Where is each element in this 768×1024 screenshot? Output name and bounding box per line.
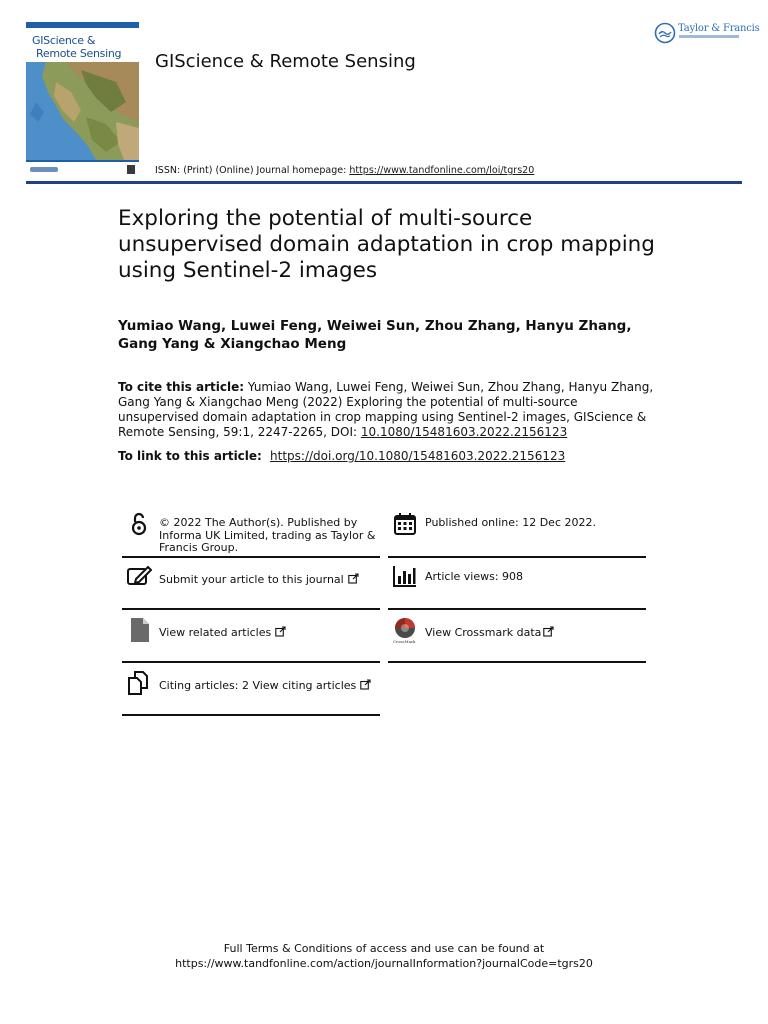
issn-text: ISSN: (Print) (Online) Journal homepage: — [155, 165, 350, 176]
external-link-icon — [275, 626, 286, 637]
cover-satellite-map — [26, 62, 139, 160]
grid-divider — [388, 556, 646, 558]
terms-line1: Full Terms & Conditions of access and use can be found at — [223, 942, 545, 955]
citing-articles-label: Citing articles: 2 View citing articles — [159, 679, 357, 692]
article-doi-url-link[interactable]: https://doi.org/10.1080/15481603.2022.2156123 — [270, 449, 566, 463]
taylor-francis-logo[interactable] — [654, 22, 760, 48]
article-views-cell — [388, 564, 646, 610]
related-articles-label: View related articles — [159, 626, 272, 639]
external-link-icon — [348, 573, 359, 584]
publisher-logo-subline — [679, 35, 739, 38]
header-divider — [26, 181, 742, 184]
cite-text: Yumiao Wang, Luwei Feng, Weiwei Sun, Zhou Zhang, Hanyu Zhang, Gang Yang & Xiangchao Meng (2022) Exploring the potential of multi-source unsupervised domain adaptation in crop mapping using Sentinel-2 images, GIScience & Remote Sensing, 59:1, 2247-2265, DOI: — [118, 380, 654, 439]
grid-divider — [122, 661, 380, 663]
citing-articles-link[interactable] — [159, 679, 381, 693]
journal-name: GIScience & Remote Sensing — [155, 51, 416, 72]
published-text: Published online: 12 Dec 2022. — [425, 516, 596, 529]
terms-url[interactable]: https://www.tandfonline.com/action/journalInformation?journalCode=tgrs20 — [175, 956, 593, 970]
article-title: Exploring the potential of multi-source unsupervised domain adaptation in crop mapping using Sentinel-2 images — [118, 206, 655, 283]
article-link-line — [118, 449, 658, 464]
citation-doi-link[interactable]: 10.1080/15481603.2022.2156123 — [360, 425, 568, 439]
submit-article-cell[interactable] — [122, 564, 380, 610]
cover-title-line1: GIScience & — [32, 34, 96, 47]
cover-title-line2: Remote Sensing — [36, 47, 122, 60]
grid-divider — [122, 714, 380, 716]
citation-block — [118, 380, 658, 440]
publisher-wave-icon — [654, 22, 676, 44]
cover-bottom-band — [26, 160, 139, 175]
document-icon — [126, 617, 152, 643]
cover-title-band — [26, 22, 139, 62]
license-cell — [122, 511, 380, 557]
journal-cover-image — [26, 22, 139, 175]
terms-footer — [0, 942, 768, 971]
article-views-text: Article views: 908 — [425, 570, 524, 583]
grid-divider — [388, 608, 646, 610]
cover-title — [32, 34, 121, 60]
related-articles-cell[interactable] — [122, 617, 380, 663]
crossmark-link[interactable] — [425, 626, 645, 640]
edit-icon — [126, 564, 152, 590]
link-label: To link to this article: — [118, 449, 267, 463]
crossmark-badge-text: CrossMark — [393, 639, 416, 644]
external-link-icon — [360, 679, 371, 690]
issn-line — [155, 164, 534, 178]
related-articles-link[interactable] — [159, 626, 381, 640]
external-link-icon — [543, 626, 554, 637]
calendar-icon — [392, 511, 418, 537]
crossmark-label: View Crossmark data — [425, 626, 542, 639]
citing-articles-cell[interactable] — [122, 670, 380, 716]
citing-articles-icon — [126, 670, 152, 696]
grid-divider — [122, 556, 380, 558]
open-access-icon — [126, 511, 152, 537]
journal-homepage-link[interactable]: https://www.tandfonline.com/loi/tgrs20 — [349, 165, 535, 176]
cover-qr-icon — [127, 165, 135, 174]
submit-article-link[interactable] — [159, 573, 381, 587]
grid-divider — [122, 608, 380, 610]
crossmark-cell[interactable] — [388, 617, 646, 663]
grid-divider — [388, 661, 646, 663]
cover-publisher-logo — [30, 167, 58, 172]
bar-chart-icon — [392, 564, 418, 590]
license-text: © 2022 The Author(s). Published by Informa UK Limited, trading as Taylor & Francis Group. — [159, 516, 376, 554]
publisher-logo-text: Taylor & Francis — [678, 23, 760, 34]
cite-label: To cite this article: — [118, 380, 245, 394]
submit-article-label: Submit your article to this journal — [159, 573, 344, 586]
article-authors: Yumiao Wang, Luwei Feng, Weiwei Sun, Zhou Zhang, Hanyu Zhang, Gang Yang & Xiangchao Meng — [118, 318, 632, 352]
published-cell — [388, 511, 646, 557]
